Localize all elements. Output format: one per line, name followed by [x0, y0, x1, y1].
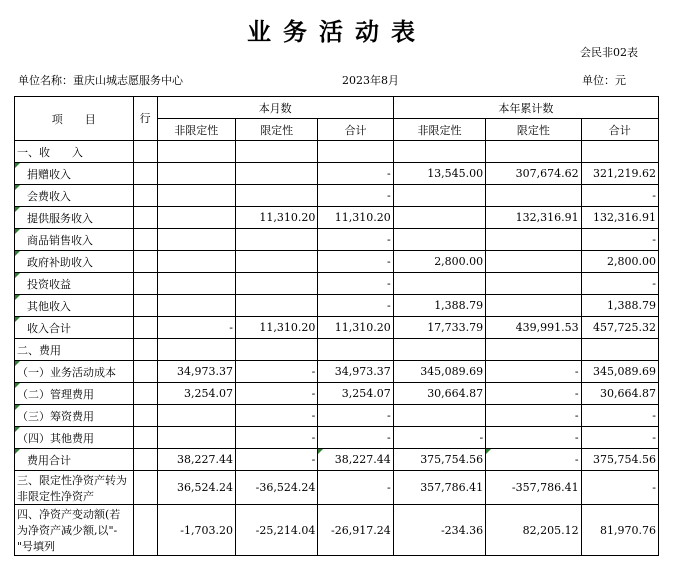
ytd-total-cell: - [581, 405, 658, 427]
ytd-restricted-cell: 307,674.62 [486, 163, 581, 185]
row-label: 商品销售收入 [15, 229, 134, 251]
row-no-cell [133, 449, 157, 471]
ytd-total-cell [581, 141, 658, 163]
ytd-unrestricted-cell [393, 273, 485, 295]
header-ytd-total: 合计 [581, 119, 658, 141]
table-row [15, 163, 659, 185]
ytd-unrestricted-cell [393, 339, 485, 361]
month-total-cell: 11,310.20 [318, 207, 393, 229]
month-total-cell: - [318, 273, 393, 295]
ytd-restricted-cell: - [486, 405, 581, 427]
header-month-unrestricted: 非限定性 [157, 119, 235, 141]
month-total-cell: - [318, 427, 393, 449]
row-label: （一）业务活动成本 [15, 361, 134, 383]
ytd-unrestricted-cell [393, 229, 485, 251]
month-restricted-cell: - [236, 427, 318, 449]
month-unrestricted-cell: - [157, 317, 235, 339]
month-restricted-cell [236, 163, 318, 185]
ytd-unrestricted-cell: 345,089.69 [393, 361, 485, 383]
ytd-restricted-cell: 82,205.12 [486, 505, 581, 556]
table-row [15, 471, 659, 505]
month-unrestricted-cell [157, 427, 235, 449]
header-ytd: 本年累计数 [393, 97, 658, 119]
table-row [15, 141, 659, 163]
header-ytd-unrestricted: 非限定性 [393, 119, 485, 141]
month-total-cell: 34,973.37 [318, 361, 393, 383]
row-no-cell [133, 427, 157, 449]
month-restricted-cell: - [236, 383, 318, 405]
row-label: 提供服务收入 [15, 207, 134, 229]
ytd-unrestricted-cell: 1,388.79 [393, 295, 485, 317]
row-label: 收入合计 [15, 317, 134, 339]
ytd-total-cell: 375,754.56 [581, 449, 658, 471]
row-no-cell [133, 295, 157, 317]
table-row [15, 317, 659, 339]
row-label: （四）其他费用 [15, 427, 134, 449]
ytd-restricted-cell [486, 229, 581, 251]
row-label: 会费收入 [15, 185, 134, 207]
row-no-cell [133, 339, 157, 361]
month-unrestricted-cell [157, 295, 235, 317]
month-total-cell: - [318, 295, 393, 317]
ytd-unrestricted-cell: 13,545.00 [393, 163, 485, 185]
ytd-total-cell: 30,664.87 [581, 383, 658, 405]
row-label: 三、限定性净资产转为非限定性净资产 [15, 471, 134, 505]
month-unrestricted-cell [157, 207, 235, 229]
ytd-unrestricted-cell: -234.36 [393, 505, 485, 556]
ytd-restricted-cell: 132,316.91 [486, 207, 581, 229]
month-restricted-cell: - [236, 405, 318, 427]
row-label: 捐赠收入 [15, 163, 134, 185]
month-total-cell: 38,227.44 [318, 449, 393, 471]
month-restricted-cell [236, 273, 318, 295]
table-row [15, 251, 659, 273]
month-total-cell: 3,254.07 [318, 383, 393, 405]
row-no-cell [133, 405, 157, 427]
ytd-unrestricted-cell: 17,733.79 [393, 317, 485, 339]
row-label: 二、费用 [15, 339, 134, 361]
ytd-total-cell: 81,970.76 [581, 505, 658, 556]
month-total-cell: - [318, 471, 393, 505]
header-row-no: 行 [133, 97, 157, 141]
ytd-restricted-cell [486, 251, 581, 273]
table-row [15, 505, 659, 556]
row-label: 一、收 入 [15, 141, 134, 163]
table-row [15, 449, 659, 471]
table-row [15, 229, 659, 251]
ytd-total-cell: 345,089.69 [581, 361, 658, 383]
table-row [15, 273, 659, 295]
row-label: 费用合计 [15, 449, 134, 471]
ytd-total-cell: 132,316.91 [581, 207, 658, 229]
report-period: 2023年8月 [342, 74, 399, 87]
report-title: 业务活动表 [247, 17, 427, 46]
row-no-cell [133, 163, 157, 185]
header-month-total: 合计 [318, 119, 393, 141]
row-no-cell [133, 251, 157, 273]
month-restricted-cell: 11,310.20 [236, 207, 318, 229]
month-unrestricted-cell: 36,524.24 [157, 471, 235, 505]
row-no-cell [133, 207, 157, 229]
header-month: 本月数 [157, 97, 393, 119]
ytd-total-cell: - [581, 185, 658, 207]
row-no-cell [133, 141, 157, 163]
table-row [15, 405, 659, 427]
month-restricted-cell [236, 251, 318, 273]
ytd-restricted-cell: 439,991.53 [486, 317, 581, 339]
row-label: 其他收入 [15, 295, 134, 317]
month-total-cell: -26,917.24 [318, 505, 393, 556]
ytd-unrestricted-cell: - [393, 427, 485, 449]
month-restricted-cell: -25,214.04 [236, 505, 318, 556]
ytd-total-cell: 2,800.00 [581, 251, 658, 273]
ytd-restricted-cell [486, 141, 581, 163]
row-label: （三）筹资费用 [15, 405, 134, 427]
ytd-unrestricted-cell [393, 185, 485, 207]
ytd-unrestricted-cell: 375,754.56 [393, 449, 485, 471]
month-restricted-cell [236, 295, 318, 317]
month-unrestricted-cell [157, 339, 235, 361]
month-restricted-cell: 11,310.20 [236, 317, 318, 339]
ytd-restricted-cell [486, 185, 581, 207]
ytd-total-cell: - [581, 273, 658, 295]
month-total-cell: - [318, 405, 393, 427]
ytd-unrestricted-cell: 357,786.41 [393, 471, 485, 505]
month-unrestricted-cell: -1,703.20 [157, 505, 235, 556]
row-label: 投资收益 [15, 273, 134, 295]
ytd-total-cell: 457,725.32 [581, 317, 658, 339]
month-restricted-cell: -36,524.24 [236, 471, 318, 505]
row-no-cell [133, 317, 157, 339]
unit-name: 单位名称：重庆山城志愿服务中心 [18, 74, 183, 87]
month-restricted-cell [236, 229, 318, 251]
table-row [15, 339, 659, 361]
ytd-total-cell: - [581, 427, 658, 449]
row-no-cell [133, 185, 157, 207]
row-no-cell [133, 471, 157, 505]
row-no-cell [133, 273, 157, 295]
month-unrestricted-cell [157, 229, 235, 251]
month-total-cell: - [318, 229, 393, 251]
ytd-restricted-cell: - [486, 449, 581, 471]
ytd-restricted-cell [486, 295, 581, 317]
ytd-total-cell: - [581, 229, 658, 251]
form-code: 会民非02表 [580, 46, 638, 59]
month-total-cell: 11,310.20 [318, 317, 393, 339]
month-total-cell: - [318, 251, 393, 273]
table-row [15, 207, 659, 229]
ytd-unrestricted-cell: 2,800.00 [393, 251, 485, 273]
ytd-total-cell: 321,219.62 [581, 163, 658, 185]
row-label: （二）管理费用 [15, 383, 134, 405]
month-total-cell: - [318, 185, 393, 207]
activity-table [14, 96, 659, 556]
currency-unit: 单位：元 [582, 74, 626, 87]
row-no-cell [133, 383, 157, 405]
ytd-restricted-cell: - [486, 383, 581, 405]
header-ytd-restricted: 限定性 [486, 119, 581, 141]
month-unrestricted-cell: 34,973.37 [157, 361, 235, 383]
table-row [15, 185, 659, 207]
ytd-total-cell: 1,388.79 [581, 295, 658, 317]
ytd-unrestricted-cell [393, 141, 485, 163]
table-row [15, 361, 659, 383]
ytd-unrestricted-cell [393, 207, 485, 229]
month-unrestricted-cell: 38,227.44 [157, 449, 235, 471]
row-label: 政府补助收入 [15, 251, 134, 273]
row-label: 四、净资产变动额(若为净资产减少额,以"-"号填列 [15, 505, 134, 556]
ytd-unrestricted-cell: 30,664.87 [393, 383, 485, 405]
ytd-restricted-cell: -357,786.41 [486, 471, 581, 505]
row-no-cell [133, 361, 157, 383]
header-month-restricted: 限定性 [236, 119, 318, 141]
ytd-unrestricted-cell [393, 405, 485, 427]
month-restricted-cell [236, 185, 318, 207]
table-row [15, 427, 659, 449]
month-unrestricted-cell [157, 251, 235, 273]
month-unrestricted-cell: 3,254.07 [157, 383, 235, 405]
month-total-cell: - [318, 163, 393, 185]
month-restricted-cell [236, 339, 318, 361]
ytd-total-cell [581, 339, 658, 361]
month-unrestricted-cell [157, 185, 235, 207]
month-restricted-cell: - [236, 449, 318, 471]
row-no-cell [133, 505, 157, 556]
month-unrestricted-cell [157, 273, 235, 295]
month-unrestricted-cell [157, 141, 235, 163]
row-no-cell [133, 229, 157, 251]
month-total-cell [318, 141, 393, 163]
header-item: 项 目 [15, 97, 134, 141]
month-restricted-cell [236, 141, 318, 163]
ytd-restricted-cell: - [486, 427, 581, 449]
month-restricted-cell: - [236, 361, 318, 383]
ytd-restricted-cell [486, 339, 581, 361]
table-row [15, 295, 659, 317]
ytd-total-cell: - [581, 471, 658, 505]
month-unrestricted-cell [157, 163, 235, 185]
ytd-restricted-cell [486, 273, 581, 295]
table-row [15, 383, 659, 405]
ytd-restricted-cell: - [486, 361, 581, 383]
month-total-cell [318, 339, 393, 361]
month-unrestricted-cell [157, 405, 235, 427]
